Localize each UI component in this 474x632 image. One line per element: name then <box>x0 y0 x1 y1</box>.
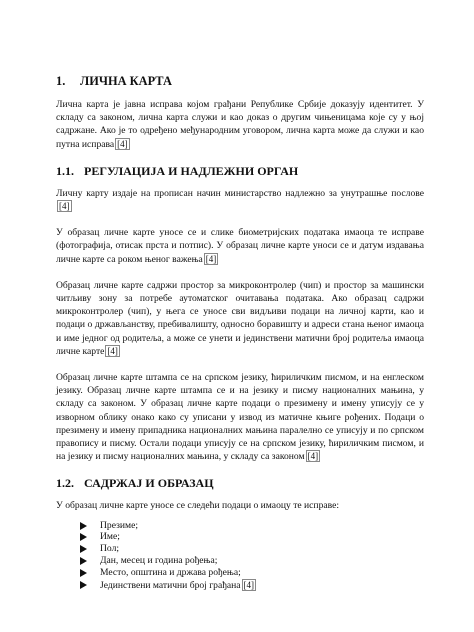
arrow-bullet-icon <box>80 581 87 589</box>
paragraph-text: Образац личне карте садржи простор за микроконтролер (чип) и простор за машински читљиву зону за потребе аутоматског очитавања података. Ако образац садржи микроконтролер (чип), у њега се уносе сви видљиви подаци на личној карти, као и подаци о држављанству, пребивалишту, односно боравишту и адреси стана њеног имаоца и име једног од родитеља, а може се унети и јединствени матични број родитеља имаоца личне карте <box>56 279 424 357</box>
section-1-2-heading <box>56 476 424 490</box>
section-title: ЛИЧНА КАРТА <box>80 74 172 88</box>
section-1-1-paragraph-3 <box>56 279 424 358</box>
section-title: РЕГУЛАЦИЈА И НАДЛЕЖНИ ОРГАН <box>84 163 299 178</box>
citation-ref: [4] <box>205 253 217 264</box>
arrow-bullet-icon <box>80 533 87 541</box>
list-item: Презиме; <box>80 520 424 532</box>
citation-ref: [4] <box>107 345 118 356</box>
section-1-1-heading <box>56 164 424 178</box>
data-fields-list <box>80 520 424 592</box>
arrow-bullet-icon <box>80 557 87 565</box>
arrow-bullet-icon <box>80 522 87 530</box>
citation-ref: [4] <box>59 201 70 212</box>
section-1-2-lead: У образац личне карте уносе се следећи подаци о имаоцу те исправе: <box>56 500 340 512</box>
document-page <box>56 74 424 591</box>
list-item: Јединствени матични број грађана [4] <box>80 579 424 592</box>
paragraph-text: У образац личне карте уносе се и слике биометријских података имаоца те исправе (фотографија, отисак прста и потпис). У образац личне карте уноси се и датум издавања личне карте са роком њеног важења <box>56 227 424 265</box>
section-1-heading <box>56 74 424 88</box>
section-1-1-paragraph-2 <box>56 226 424 266</box>
arrow-bullet-icon <box>80 569 87 577</box>
section-title: САДРЖАЈ И ОБРАЗАЦ <box>84 476 214 491</box>
section-1-1-paragraph-1 <box>56 187 424 213</box>
arrow-bullet-icon <box>80 545 87 553</box>
citation-ref: [4] <box>307 451 319 462</box>
list-item: Име; <box>80 531 424 543</box>
section-number: 1.1. <box>56 163 74 178</box>
paragraph-text: Образац личне карте штампа се на српском језику, ћириличким писмом, и на енглеском језику. Образац личне карте штампа се и на језику и писму националних мањина, у складу са законом. У образац личне карте подаци о презимену и имену уписују се у изворном облику онако како су уписани у извод из матичне књиге рођених. Подаци о презимену и имену припадника националних мањина паралелно се уписују и по српском правопису и писму. Остали подаци уписују се на српском језику, ћириличким писмом, и на језику и писму националних мањина, у складу са законом <box>56 372 424 463</box>
paragraph-text: Лична карта је јавна исправа којом грађани Републике Србије доказују идентитет. У складу са законом, лична карта служи и као доказ о другим чињеницама које су у њој садржане. Ако је то одређено међународним уговором, лична карта може да служи и као путна исправа <box>56 99 424 150</box>
list-item: Место, општина и држава рођења; <box>80 567 424 579</box>
list-item: Дан, месец и година рођења; <box>80 555 424 567</box>
list-item: Пол; <box>80 543 424 555</box>
section-1-1-paragraph-4 <box>56 371 424 463</box>
paragraph-text: Личну карту издаје на прописан начин министарство надлежно за унутрашње послове <box>56 187 424 199</box>
citation-ref: [4] <box>117 138 128 149</box>
citation-ref: [4] <box>243 579 255 590</box>
section-number: 1. <box>56 74 66 88</box>
section-number: 1.2. <box>56 476 74 491</box>
section-1-paragraph <box>56 98 424 151</box>
